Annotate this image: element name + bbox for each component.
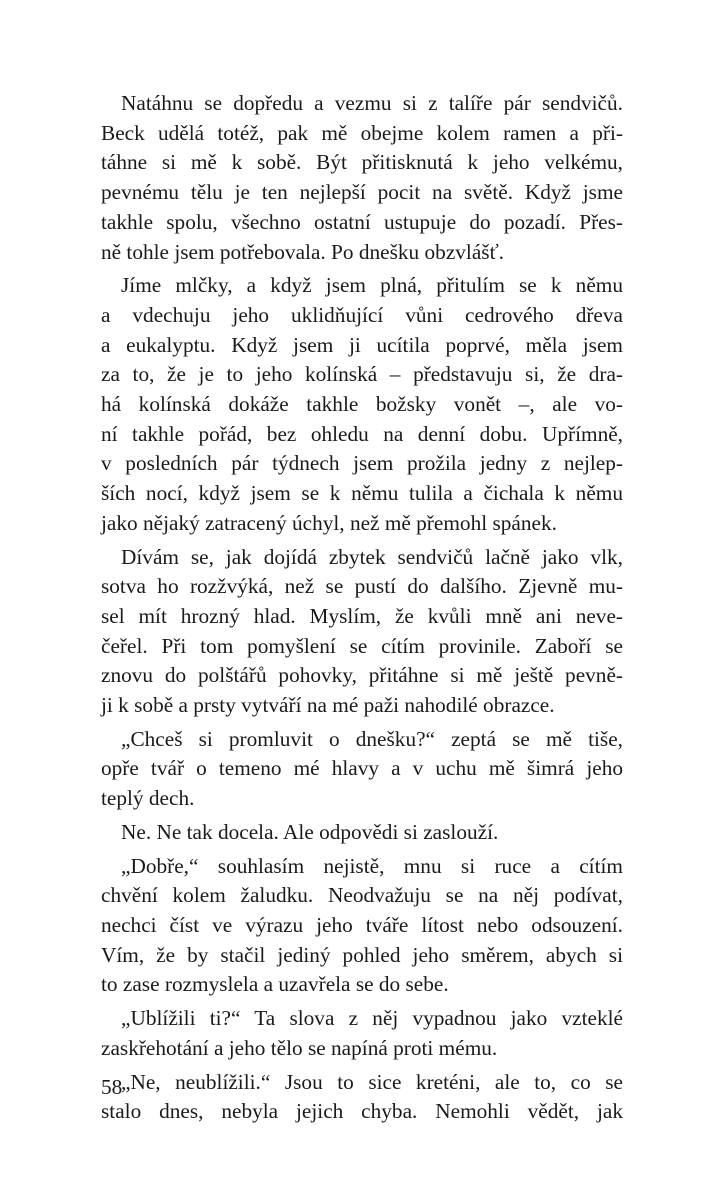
text-line: a vdechuju jeho uklidňující vůni cedrového dřeva — [101, 302, 623, 327]
text-line: pevnému tělu je ten nejlepší pocit na světě. Když jsme — [101, 180, 623, 205]
paragraph-1 — [101, 89, 623, 267]
text-line: Beck udělá totéž, pak mě obejme kolem ramen a při- — [101, 120, 623, 145]
text-line: zaskřehotání a jeho tělo se napíná proti mému. — [101, 1035, 498, 1060]
paragraph-8 — [101, 1068, 623, 1127]
text-line: „Ublížili ti?“ Ta slova z něj vypadnou jako vzteklé — [121, 1006, 623, 1031]
text-line: v posledních pár týdnech jsem prožila jedny z nejlep- — [101, 451, 623, 476]
text-line: „Dobře,“ souhlasím nejistě, mnu si ruce a cítím — [121, 853, 623, 878]
text-line: to zase rozmyslela a uzavřela se do sebe. — [101, 972, 449, 997]
text-line: táhne si mě k sobě. Být přitisknutá k jeho velkému, — [101, 150, 623, 175]
paragraph-4 — [101, 725, 623, 814]
text-line: teplý dech. — [101, 786, 195, 811]
text-line: znovu do polštářů pohovky, přitáhne si mě ještě pevně- — [101, 663, 623, 688]
text-line: sotva ho rozžvýká, než se pustí do dalšího. Zjevně mu- — [101, 574, 623, 599]
text-line: Natáhnu se dopředu a vezmu si z talíře pár sendvičů. — [121, 91, 623, 115]
text-line: sel mít hrozný hlad. Myslím, že kvůli mně ani neve- — [101, 603, 623, 628]
text-line: há kolínská dokáže takhle božsky vonět –, ale vo- — [101, 392, 623, 417]
text-line: ji k sobě a prsty vytváří na mé paži nahodilé obrazce. — [101, 693, 555, 718]
text-line: Dívám se, jak dojídá zbytek sendvičů lačně jako vlk, — [121, 544, 623, 569]
text-line: ně tohle jsem potřebovala. Po dnešku obzvlášť. — [101, 239, 505, 264]
text-line: Jíme mlčky, a když jsem plná, přitulím se k němu — [121, 273, 623, 298]
text-line: ších nocí, když jsem se k němu tulila a čichala k němu — [101, 481, 623, 506]
text-line: Vím, že by stačil jediný pohled jeho směrem, abych si — [101, 942, 623, 967]
text-line: a eukalyptu. Když jsem ji ucítila poprvé, měla jsem — [101, 332, 623, 357]
paragraph-6 — [101, 852, 623, 1001]
text-line: za to, že je to jeho kolínská – představuju si, že dra- — [101, 362, 623, 387]
paragraph-2 — [101, 271, 623, 538]
text-line: nechci číst ve výrazu jeho tváře lítost nebo odsouzení. — [101, 912, 623, 937]
text-line: opře tvář o temeno mé hlavy a v uchu mě šimrá jeho — [101, 756, 623, 781]
text-line: „Ne, neublížili.“ Jsou to sice kreténi, ale to, co se — [121, 1069, 623, 1094]
paragraph-5 — [101, 818, 623, 848]
text-line: takhle spolu, všechno ostatní ustupuje do pozadí. Přes- — [101, 209, 623, 234]
text-line: ní takhle pořád, bez ohledu na denní dobu. Upřímně, — [101, 421, 623, 446]
text-line: chvění kolem žaludku. Neodvažuju se na něj podívat, — [101, 883, 623, 908]
book-page-text — [101, 89, 623, 1131]
paragraph-3 — [101, 543, 623, 721]
text-line: Ne. Ne tak docela. Ale odpovědi si zaslouží. — [121, 819, 499, 844]
text-line: čeřel. Při tom pomyšlení se cítím provinile. Zaboří se — [101, 633, 623, 658]
text-line: „Chceš si promluvit o dnešku?“ zeptá se mě tiše, — [121, 726, 623, 751]
page-number: 58 — [101, 1075, 123, 1099]
paragraph-7 — [101, 1004, 623, 1063]
text-line: stalo dnes, nebyla jejich chyba. Nemohli vědět, jak — [101, 1099, 623, 1124]
text-line: jako nějaký zatracený úchyl, než mě přemohl spánek. — [101, 510, 557, 535]
